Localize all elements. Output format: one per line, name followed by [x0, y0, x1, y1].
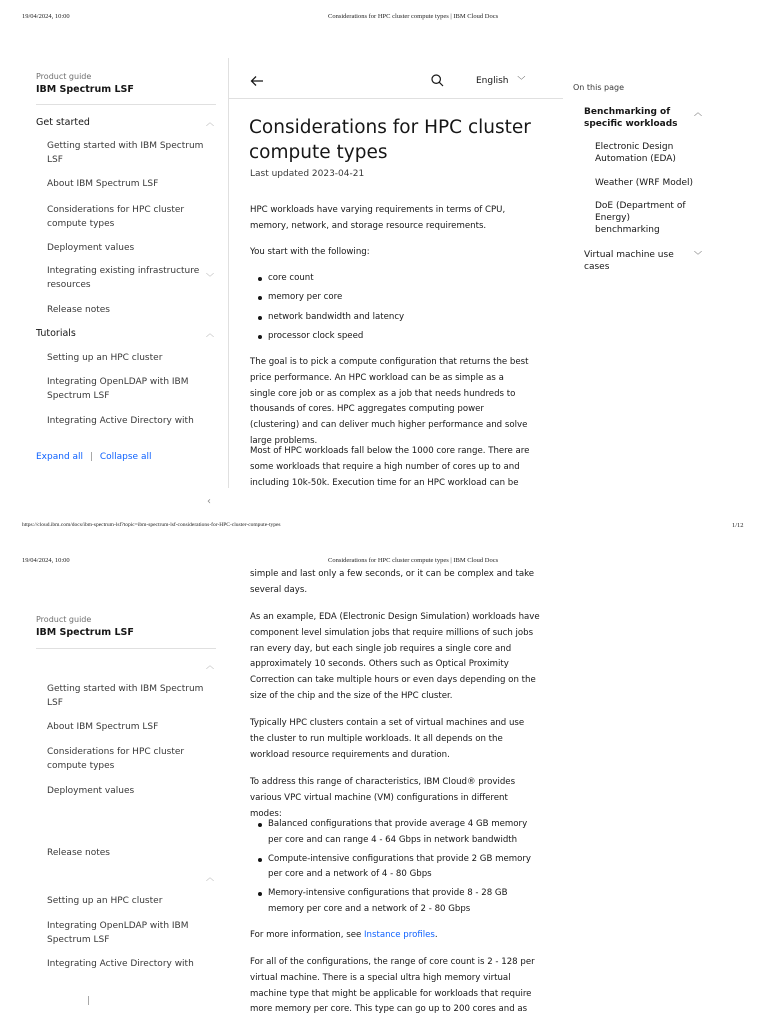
- toc-item-eda[interactable]: Electronic Design Automation (EDA): [595, 142, 676, 164]
- configurations-list: [250, 817, 542, 918]
- chevron-left-icon[interactable]: ‹: [207, 496, 211, 507]
- list-item: Compute-intensive configurations that provide 2 GB memory per core and a network of 4 - 80 Gbps: [250, 852, 542, 884]
- chevron-down-icon: ﹀: [517, 76, 526, 85]
- sidebar-divider: [36, 104, 216, 105]
- link-separator: |: [87, 996, 91, 1006]
- paragraph: For all of the configurations, the range of core count is 2 - 128 per virtual machine. There is a special ultra high memory virtual machine type that might be applicable for workloads that require more memory per core. This type can go up to 200 cores and as: [250, 957, 535, 1015]
- last-updated: Last updated 2023-04-21: [250, 169, 365, 179]
- list-item: network bandwidth and latency: [250, 310, 540, 326]
- sidebar-border: [228, 58, 229, 488]
- search-icon[interactable]: [431, 74, 444, 87]
- list-item: Balanced configurations that provide average 4 GB memory per core and can range 4 - 64 Gbps in network bandwidth: [250, 817, 542, 849]
- sidebar-item[interactable]: About IBM Spectrum LSF: [47, 722, 159, 732]
- sidebar-get-started[interactable]: Get started: [36, 117, 90, 128]
- print-doc-title: Considerations for HPC cluster compute types | IBM Cloud Docs: [328, 13, 499, 20]
- page-title-line: Considerations for HPC cluster: [249, 117, 531, 138]
- paragraph: simple and last only a few seconds, or it can be complex and take several days.: [250, 569, 535, 595]
- expand-all-link[interactable]: Expand all: [36, 452, 84, 462]
- chevron-down-icon[interactable]: ﹀: [206, 273, 214, 282]
- list-item: processor clock speed: [250, 329, 540, 345]
- sidebar-item[interactable]: Deployment values: [47, 786, 135, 796]
- sidebar-item[interactable]: Getting started with IBM Spectrum LSF: [47, 141, 204, 165]
- sidebar-item[interactable]: Setting up an HPC cluster: [47, 353, 163, 363]
- print-page-number: 1/12: [732, 522, 744, 529]
- sidebar-item[interactable]: Integrating OpenLDAP with IBM Spectrum LSF: [47, 377, 189, 401]
- chevron-up-icon[interactable]: ︿: [206, 329, 214, 338]
- toc-section-benchmarking[interactable]: Benchmarking of specific workloads: [584, 107, 678, 129]
- more-info-text: For more information, see: [250, 930, 364, 940]
- sidebar-item[interactable]: Deployment values: [47, 243, 135, 253]
- print-date: 19/04/2024, 10:00: [22, 557, 70, 564]
- chevron-down-icon[interactable]: ﹀: [694, 251, 702, 260]
- sidebar-divider: [36, 648, 216, 649]
- more-info-suffix: .: [434, 930, 438, 940]
- sidebar-item[interactable]: Setting up an HPC cluster: [47, 896, 163, 906]
- page-title-line: compute types: [249, 142, 388, 163]
- sidebar-item[interactable]: Release notes: [47, 848, 110, 858]
- sidebar-product[interactable]: IBM Spectrum LSF: [36, 84, 134, 95]
- sidebar-item[interactable]: Integrating OpenLDAP with IBM Spectrum LSF: [47, 921, 189, 945]
- link-separator: |: [89, 452, 93, 462]
- sidebar-item[interactable]: About IBM Spectrum LSF: [47, 179, 159, 189]
- print-date: 19/04/2024, 10:00: [22, 13, 70, 20]
- sidebar-item[interactable]: Considerations for HPC cluster compute types: [47, 747, 185, 771]
- sidebar-label: Product guide: [36, 72, 92, 81]
- paragraph: You start with the following:: [250, 247, 370, 257]
- sidebar-product[interactable]: IBM Spectrum LSF: [36, 627, 134, 638]
- sidebar-label: Product guide: [36, 615, 92, 624]
- chevron-up-icon[interactable]: ︿: [206, 873, 214, 882]
- language-label: English: [476, 76, 509, 86]
- sidebar-item[interactable]: Getting started with IBM Spectrum LSF: [47, 684, 204, 708]
- expand-collapse: [36, 452, 151, 462]
- back-arrow-icon[interactable]: [250, 74, 264, 88]
- toc-section-vm-use-cases[interactable]: Virtual machine use cases: [584, 250, 674, 272]
- sidebar-item[interactable]: Considerations for HPC cluster compute types: [47, 205, 185, 229]
- print-doc-title: Considerations for HPC cluster compute types | IBM Cloud Docs: [328, 557, 499, 564]
- paragraph: Typically HPC clusters contain a set of virtual machines and use the cluster to run multiple workloads. It all depends on the workload resource requirements and duration.: [250, 718, 525, 760]
- list-item: Memory-intensive configurations that provide 8 - 28 GB memory per core and a network of 2 - 80 Gbps: [250, 886, 542, 918]
- paragraph: HPC workloads have varying requirements in terms of CPU, memory, network, and storage resource requirements.: [250, 205, 506, 231]
- sidebar-item[interactable]: Integrating Active Directory with: [47, 959, 194, 969]
- list-item: memory per core: [250, 290, 540, 306]
- print-url: https://cloud.ibm.com/docs/ibm-spectrum-lsf?topic=ibm-spectrum-lsf-considerations-for-HPC-cluster-compute-types: [22, 522, 281, 528]
- language-selector[interactable]: [476, 75, 525, 86]
- sidebar-tutorials[interactable]: Tutorials: [36, 328, 76, 339]
- chevron-up-icon[interactable]: ︿: [694, 108, 702, 117]
- topbar-divider: [229, 98, 563, 99]
- sidebar-item[interactable]: Integrating Active Directory with: [47, 416, 194, 426]
- toc-item-doe[interactable]: DoE (Department of Energy) benchmarking: [595, 201, 686, 235]
- chevron-up-icon[interactable]: ︿: [206, 661, 214, 670]
- toc-item-weather[interactable]: Weather (WRF Model): [595, 178, 693, 188]
- paragraph: As an example, EDA (Electronic Design Simulation) workloads have component level simulation jobs that require millions of such jobs ran every day, but each single job requires a single core and approximately 10 seconds. Others such as Optical Proximity Correction can take multiple hours or even days depending on the size of the chip and the size of the HPC cluster.: [250, 612, 540, 701]
- chevron-up-icon[interactable]: ︿: [206, 118, 214, 127]
- paragraph-more-info: [250, 928, 550, 944]
- collapse-all-link[interactable]: Collapse all: [99, 452, 152, 462]
- paragraph: To address this range of characteristics, IBM Cloud® provides various VPC virtual machine (VM) configurations in different modes:: [250, 777, 516, 819]
- instance-profiles-link[interactable]: Instance profiles: [364, 930, 435, 940]
- sidebar-item[interactable]: Integrating existing infrastructure resources: [47, 266, 200, 290]
- list-item: core count: [250, 271, 540, 287]
- paragraph: Most of HPC workloads fall below the 1000 core range. There are some workloads that require a high number of cores up to and including 10k-50k. Execution time for an HPC workload can be: [250, 446, 530, 488]
- toc-heading: On this page: [573, 83, 625, 92]
- requirements-list: [250, 271, 540, 345]
- sidebar-item[interactable]: Release notes: [47, 305, 110, 315]
- page-title: [249, 115, 559, 165]
- paragraph: The goal is to pick a compute configuration that returns the best price performance. An HPC workload can be as simple as a single core job or as complex as a job that needs hundreds to thousands of cores. HPC aggregates computing power (clustering) and can deliver much higher performance and solve large problems.: [250, 357, 529, 446]
